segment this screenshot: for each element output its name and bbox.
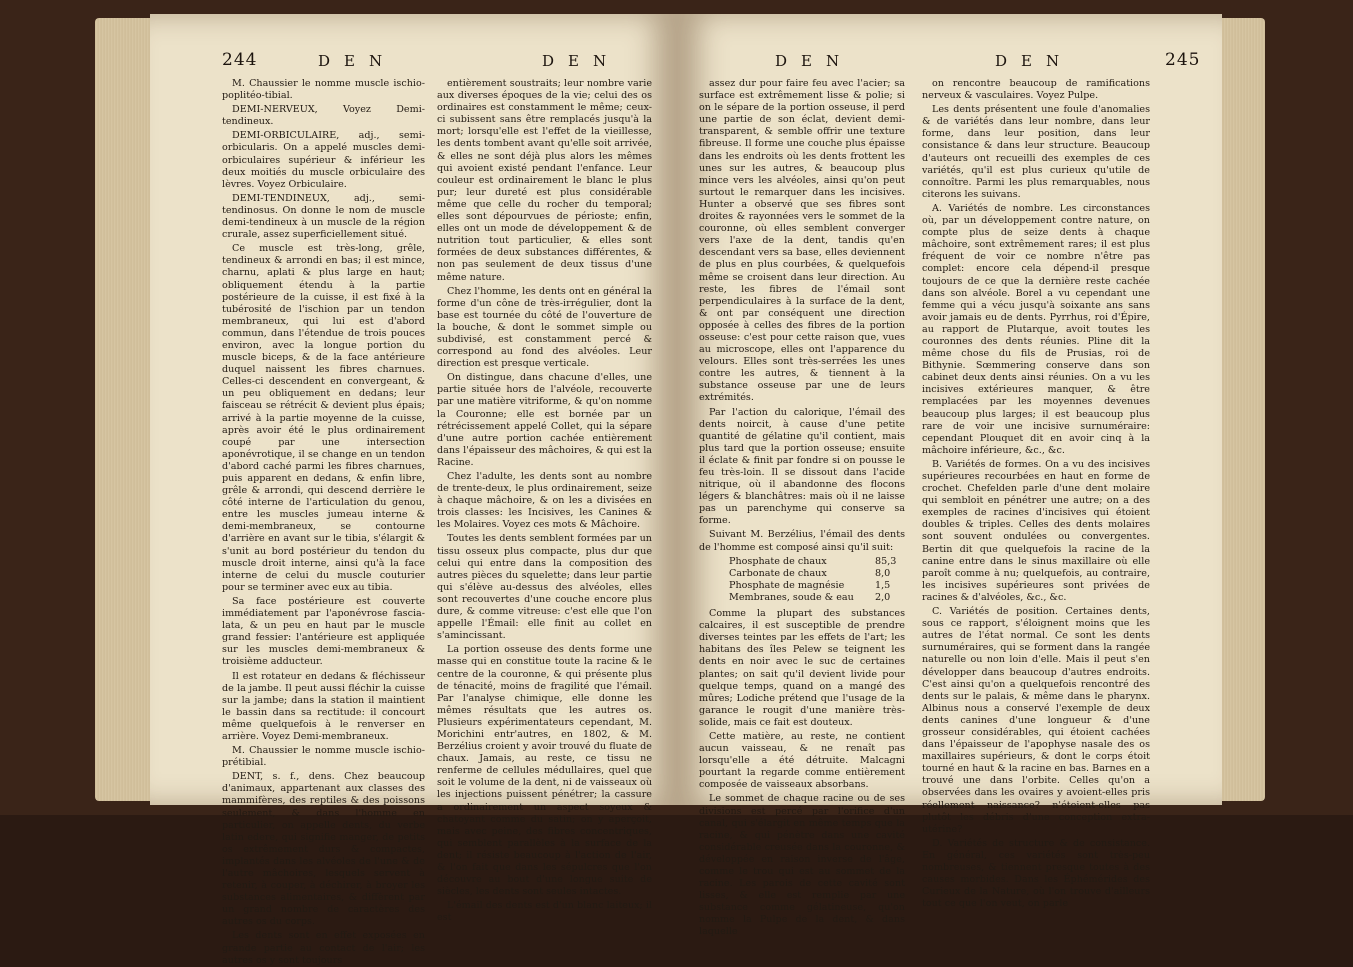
- paragraph: L'émail des dents est d'un blanc laiteux; il est: [437, 900, 652, 924]
- paragraph: M. Chaussier le nomme muscle ischio-prétibial.: [222, 745, 425, 769]
- component-value: 1,5: [875, 579, 891, 591]
- table-row: [729, 592, 902, 604]
- paragraph: DENT, s. f., dens. Chez beaucoup d'animaux, appartenant aux classes des mammifères, des reptiles & des poissons seulement, & dans l'homme en particulier, on appelle dents, du verbe latin edere, qui signifie manger, de petits os extrêmement durs & compactes, implantés dans les alvéoles de l'une & de l'autre mâchoires, lesquels servent à retenir, à couper, à déchirer, à broyer les substances alimentaires, & diffèrent par un grand nombre de caractères des autres os du corps.: [222, 771, 425, 928]
- paragraph: M. Chaussier le nomme muscle ischio-poplitéo-tibial.: [222, 78, 425, 102]
- left-page: [150, 14, 677, 966]
- component-value: 2,0: [875, 591, 891, 603]
- paragraph: On distingue, dans chacune d'elles, une partie située hors de l'alvéole, recouverte par une matière vitriforme, & qu'on nomme la Couronne; elle est bornée par un rétrécissement appelé Collet, qui la sépare d'une autre portion cachée entièrement dans l'épaisseur des mâchoires, & qui est la Racine.: [437, 372, 652, 468]
- page-number-right: 245: [1165, 50, 1201, 70]
- running-head-left-1: DEN: [318, 52, 397, 70]
- paragraph: DEMI-TENDINEUX, adj., semi-tendinosus. On donne le nom de muscle demi-tendineux à un muscle de la région crurale, assez superficiellement situé.: [222, 192, 425, 241]
- paragraph: Par l'action du calorique, l'émail des dents noircit, à cause d'une petite quantité de gélatine qu'il contient, mais plus tard que la portion osseuse; ensuite il éclate & finit par fondre si on pousse le feu très-loin. Il se dissout dans l'acide nitrique, où il abandonne des flocons légers & blanchâtres: mais où il ne laisse pas un parenchyme qui conserve sa forme.: [699, 406, 905, 527]
- paragraph: Suivant M. Berzélius, l'émail des dents de l'homme est composé ainsi qu'il suit:: [699, 529, 905, 553]
- paragraph: on rencontre beaucoup de ramifications nerveux & vasculaires. Voyez Pulpe.: [922, 78, 1150, 102]
- right-page: [677, 14, 1222, 938]
- component-name: Membranes, soude & eau: [729, 591, 854, 603]
- paragraph: Toutes les dents semblent formées par un tissu osseux plus compacte, plus dur que celui qui entre dans la composition des autres pièces du squelette; dans leur partie qui s'élève au-dessus des alvéoles, elles sont recouvertes d'une couche encore plus dure, & comme vitreuse: c'est elle que l'on appelle l'Émail: elle finit au collet en s'amincissant.: [437, 533, 652, 642]
- running-head-left-2: DEN: [542, 52, 621, 70]
- paragraph: D. Variétés de structure & de consistance. En général, ces variétés sont très-peu nombreuses, & tiennent presque toutes à des causes morbides. Dans les Éphémérides des Curieux de la Nature, où l'on trouve d'ailleurs tout ce que l'on veut, on parle: [922, 837, 1150, 910]
- right-column-1: [699, 78, 905, 938]
- paragraph: B. Variétés de formes. On a vu des incisives supérieures recourbées en haut en forme de crochet. Chefelden parle d'une dent molaire qui sembloit en pénétrer une autre; on a des exemples de racines d'incisives qui étoient doubles & triples. Celles des dents molaires sont souvent ondulées ou convergentes. Bertin dit que quelquefois la racine de la canine entre dans le sinus maxillaire où elle paroît comme à nu; quelquefois, au contraire, les incisives supérieures sont privées de racines & d'alvéoles, &c., &c.: [922, 458, 1150, 603]
- paragraph: assez dur pour faire feu avec l'acier; sa surface est extrêmement lisse & polie; si on le sépare de la portion osseuse, il perd une partie de son éclat, devient demi-transparent, & semble offrir une texture fibreuse. Il forme une couche plus épaisse dans les endroits où les dents frottent les unes sur les autres, & beaucoup plus mince vers les alvéoles, ainsi qu'on peut surtout le remarquer dans les incisives. Hunter a observé que ses fibres sont droites & rayonnées vers le sommet de la couronne, où elles semblent converger vers l'axe de la dent, tandis qu'en descendant vers sa base, elles deviennent de plus en plus courbées, & quelquefois même se croisent dans leur direction. Au reste, les fibres de l'émail sont perpendiculaires à la surface de la dent, & ont par conséquent une direction opposée à celles des fibres de la portion osseuse: c'est pour cette raison que, vues au microscope, elles ont l'apparence du velours. Elles sont très-serrées les unes contre les autres, & tiennent à la substance osseuse par une de leurs extrémités.: [699, 78, 905, 404]
- table-row: [729, 568, 902, 580]
- right-column-2: [922, 78, 1150, 910]
- paragraph: Il est rotateur en dedans & fléchisseur de la jambe. Il peut aussi fléchir la cuisse sur la jambe; dans la station il maintient le bassin dans sa rectitude: il concourt même quelquefois à le renverser en arrière. Voyez Demi-membraneux.: [222, 670, 425, 742]
- paragraph: Le sommet de chaque racine ou de ses divisions est percé par l'orifice d'un canal, qui s'élargit en même temps que la racine, & qui pénètre dans une cavité considérable creusée dans la couronne, & développée en raison inverse de l'âge, comme le trou qui est au sommet de la racine. Les parois de cette cavité sont lisses, & elle est remplie par une substance comme gélatineuse, qu'on nomme la Pulpe de la dent, & dans laquelle: [699, 793, 905, 938]
- paragraph: Chez l'homme, les dents ont en général la forme d'un cône de très-irrégulier, dont la base est tournée du côté de l'ouverture de la bouche, & dont le sommet simple ou subdivisé, est constamment percé & correspond au fond des alvéoles. Leur direction est presque verticale.: [437, 285, 652, 370]
- paragraph: Les dents présentent une foule d'anomalies & de variétés dans leur nombre, dans leur forme, dans leur position, dans leur consistance & dans leur structure. Beaucoup d'auteurs ont recueilli des exemples de ces variétés, qu'il est plus curieux qu'utile de connoître. Parmi les plus remarquables, nous citerons les suivans.: [922, 104, 1150, 200]
- paragraph: Ce muscle est très-long, grêle, tendineux & arrondi en bas; il est mince, charnu, aplati & plus large en haut; obliquement étendu à la partie postérieure de la cuisse, il est fixé à la tubérosité de l'ischion par un tendon membraneux, qui lui est d'abord commun, dans l'étendue de trois pouces environ, avec la longue portion du muscle biceps, & de la face antérieure duquel naissent les fibres charnues. Celles-ci descendent en convergeant, & un peu obliquement en dedans; leur faisceau se rétrécit & devient plus épais; arrivé à la partie moyenne de la cuisse, après avoir été le plus ordinairement coupé par une intersection aponévrotique, il se change en un tendon d'abord caché parmi les fibres charnues, puis apparent en dedans, & enfin libre, grêle & arrondi, qui descend derrière le côté interne de l'articulation du genou, entre les muscles jumeau interne & demi-membraneux, se contourne d'arrière en avant sur le tibia, s'élargit & s'unit au bord postérieur du tendon du muscle droit interne, ainsi qu'à la face interne de celui du muscle couturier pour se terminer avec eux au tibia.: [222, 243, 425, 593]
- paragraph: Cette matière, au reste, ne contient aucun vaisseau, & ne renaît pas lorsqu'elle a été détruite. Malcagni pourtant la regarde comme entièrement composée de vaisseaux absorbans.: [699, 730, 905, 791]
- component-value: 85,3: [875, 555, 897, 567]
- page-edges-left: [95, 18, 157, 801]
- paragraph: entièrement soustraits; leur nombre varie aux diverses époques de la vie; celui des os ordinaires est constamment le même; ceux-ci subissent sans être remplacés jusqu'à la mort; lorsqu'elle est l'effet de la vieillesse, les dents tombent avant qu'elle soit arrivée, & elles ne sont déjà plus alors les mêmes qui avoient existé pendant l'enfance. Leur couleur est ordinairement le blanc le plus pur; leur dureté est plus considérable même que celle du rocher du temporal; elles sont dépourvues de périoste; enfin, elles ont un mode de développement & de nutrition tout particulier, & elles sont formées de deux substances différentes, & non pas seulement de deux tissus d'une même nature.: [437, 78, 652, 283]
- paragraph: La portion osseuse des dents forme une masse qui en constitue toute la racine & le centre de la couronne, & qui présente plus de ténacité, moins de fragilité que l'émail. Par l'analyse chimique, elle donne les mêmes résultats que les autres os. Plusieurs expérimentateurs cependant, M. Morichini entr'autres, en 1802, & M. Berzélius croient y avoir trouvé du fluate de chaux. Jamais, au reste, ce tissu ne renferme de cellules médullaires, quel que soit le volume de la dent, ni de vaisseaux où les injections puissent pénétrer; la cassure a ordinairement un aspect soyeux & chatoyant comme du satin; on y aperçoit, mais avec peine, des fibres concentriques, qui semblent parallèles à la surface de la dent; il résiste beaucoup à l'action de l'air, & l'on fait que dans les sépulcres que l'on découvre au bout d'une longue suite de siècles, les dents sont seules intactes.: [437, 644, 652, 898]
- running-head-right-1: DEN: [775, 52, 854, 70]
- page-number-left: 244: [222, 50, 258, 70]
- paragraph: A. Variétés de nombre. Les circonstances où, par un développement contre nature, on compte plus de seize dents à chaque mâchoire, sont extrêmement rares; il est plus fréquent de voir ce nombre n'être pas complet: encore cela dépend-il presque toujours de ce que la dernière reste cachée dans son alvéole. Borel a vu cependant une femme qui a vécu jusqu'à soixante ans sans avoir jamais eu de dents. Pyrrhus, roi d'Épire, au rapport de Plutarque, avoit toutes les couronnes des dents réunies. Pline dit la même chose du fils de Prusias, roi de Bithynie. Sœmmering conserve dans son cabinet deux dents ainsi réunies. On a vu les incisives extérieures manquer, & être remplacées par les moyennes devenues beaucoup plus larges; il est beaucoup plus rare de voir une incisive surnuméraire: cependant Plouquet dit en avoir cinq à la mâchoire inférieure, &c., &c.: [922, 202, 1150, 456]
- composition-table: [729, 556, 902, 604]
- left-column-1: [222, 78, 425, 966]
- component-value: 8,0: [875, 567, 891, 579]
- table-row: [729, 556, 902, 568]
- paragraph: Les dents sont en effet exposées en grande partie au contact de l'air; les autres os y sont toujours: [222, 930, 425, 966]
- running-head-right-2: DEN: [995, 52, 1074, 70]
- paragraph: Chez l'adulte, les dents sont au nombre de trente-deux, le plus ordinairement, seize à chaque mâchoire, & on les a divisées en trois classes: les Incisives, les Canines & les Molaires. Voyez ces mots & Mâchoire.: [437, 471, 652, 531]
- paragraph: Comme la plupart des substances calcaires, il est susceptible de prendre diverses teintes par les effets de l'art; les habitans des îles Pelew se teignent les dents en noir avec le suc de certaines plantes; on sait qu'il devient livide pour quelque temps, quand on a mangé des mûres; Lodiche prétend que l'usage de la garance le rougit d'une manière très-solide, mais ce fait est douteux.: [699, 608, 905, 728]
- component-name: Carbonate de chaux: [729, 567, 827, 579]
- table-row: [729, 580, 902, 592]
- paragraph: DEMI-NERVEUX, Voyez Demi-tendineux.: [222, 104, 425, 128]
- paragraph: Sa face postérieure est couverte immédiatement par l'aponévrose fascia-lata, & un peu en haut par le muscle grand fessier: l'antérieure est appliquée sur les muscles demi-membraneux & troisième adducteur.: [222, 595, 425, 668]
- component-name: Phosphate de magnésie: [729, 579, 845, 591]
- left-column-2: [437, 78, 652, 924]
- component-name: Phosphate de chaux: [729, 555, 827, 567]
- paragraph: DEMI-ORBICULAIRE, adj., semi-orbicularis. On a appelé muscles demi-orbiculaires supérieur & inférieur les deux moitiés du muscle orbiculaire des lèvres. Voyez Orbiculaire.: [222, 130, 425, 190]
- paragraph: C. Variétés de position. Certaines dents, sous ce rapport, s'éloignent moins que les autres de l'état normal. Ce sont les dents surnuméraires, qui se forment dans la rangée naturelle ou non loin d'elle. Mais il peut s'en développer dans beaucoup d'autres endroits. C'est ainsi qu'on a quelquefois rencontré des dents sur le palais, & même dans le pharynx. Albinus nous a conservé l'exemple de deux dents canines d'une longueur & d'une grosseur considérables, qui étoient cachées dans l'épaisseur de l'apophyse nasale des os maxillaires supérieurs, & dont le corps étoit tourné en haut & la racine en bas. Barnes en a trouvé une dans l'orbite. Celles qu'on a observées dans les ovaires y avoient-elles pris réellement naissance? n'étoient-elles pas plutôt les débris d'une conception extra-utérine?: [922, 606, 1150, 835]
